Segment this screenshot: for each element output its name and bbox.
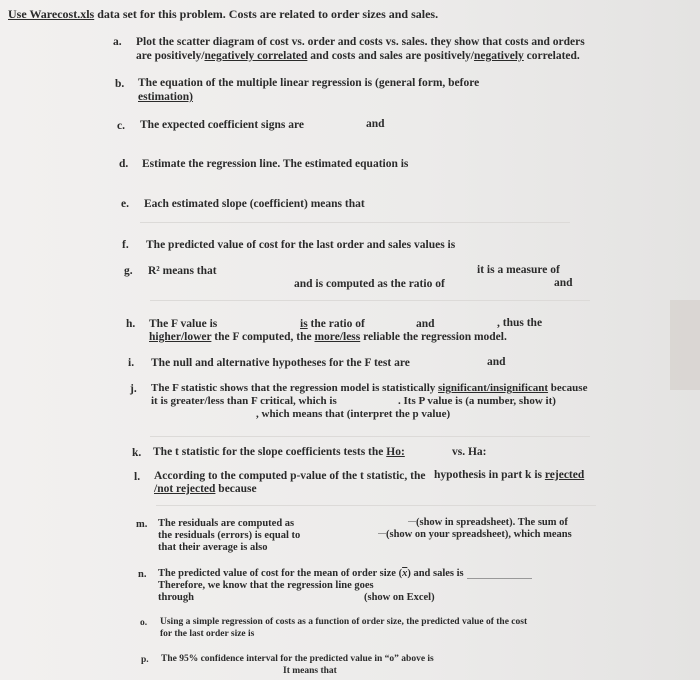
item-e-text: Each estimated slope (coefficient) means that [144, 198, 365, 210]
item-c-text: The expected coefficient signs are [140, 119, 304, 131]
item-a-line2: are positively/negatively correlated and costs and sales are positively/negatively correlated. [136, 50, 580, 62]
item-h-and: and [416, 318, 435, 330]
item-b-line2: estimation) [138, 91, 193, 103]
divider [150, 436, 590, 437]
item-d-marker: d. [119, 158, 129, 170]
item-d-text: Estimate the regression line. The estimated equation is [142, 158, 409, 170]
item-i-marker: i. [128, 357, 135, 369]
item-o-line1: Using a simple regression of costs as a function of order size, the predicted value of the cost [160, 617, 528, 627]
item-c-and: and [366, 118, 385, 130]
item-n-line3-right: (show on Excel) [364, 592, 435, 603]
item-n-marker: n. [138, 569, 147, 580]
item-m-marker: m. [136, 519, 148, 530]
item-j-line1: The F statistic shows that the regression model is statistically significant/insignificant because [151, 382, 588, 394]
item-h-thus: , thus the [497, 317, 543, 329]
divider [156, 505, 596, 506]
item-k-vs: vs. Ha: [452, 446, 487, 458]
item-n-line3: through [158, 592, 194, 603]
item-m-line2-right: (show on your spreadsheet), which means [378, 528, 572, 541]
item-n-answer-line[interactable] [467, 578, 532, 579]
item-h-pre: The F value is [149, 318, 218, 330]
item-j-marker: j. [130, 383, 137, 395]
item-h-line2: higher/lower the F computed, the more/less reliable the regression model. [149, 331, 507, 343]
item-a-marker: a. [113, 36, 122, 48]
item-m-line2: the residuals (errors) is equal to [158, 530, 301, 541]
item-m-line1: The residuals are computed as [158, 518, 295, 529]
divider [150, 300, 590, 301]
item-j-line3: , which means that (interpret the p value) [256, 408, 451, 420]
item-p-marker: p. [141, 655, 149, 665]
item-h-ratio: is the ratio of [300, 318, 365, 330]
item-l-line2: /not rejected because [154, 483, 257, 495]
item-h-marker: h. [126, 318, 136, 330]
item-e-marker: e. [121, 198, 129, 210]
item-g-and: and [554, 277, 573, 289]
item-i-and: and [487, 356, 506, 368]
item-k-text: The t statistic for the slope coefficients tests the Ho: [153, 446, 405, 458]
item-g-right: it is a measure of [477, 264, 560, 276]
item-l-line1: According to the computed p-value of the t statistic, the [154, 470, 426, 482]
header-text: data set for this problem. Costs are related to order sizes and sales. [97, 7, 439, 21]
item-b-line1: The equation of the multiple linear regression is (general form, before [138, 77, 480, 89]
item-o-line2: for the last order size is [160, 629, 255, 639]
item-j-line2: it is greater/less than F critical, which is [151, 395, 337, 407]
data-file-link[interactable]: Use Warecost.xls [8, 7, 95, 21]
item-n-line1: The predicted value of cost for the mean of order size $(\overline{x})$ and sales is [158, 568, 464, 579]
item-f-marker: f. [122, 239, 129, 251]
item-m-line3: that their average is also [158, 542, 268, 553]
header-line [8, 8, 438, 21]
shadow [670, 300, 700, 390]
item-l-line1-right: hypothesis in part k is rejected [434, 469, 585, 481]
item-p-line1: The 95% confidence interval for the predicted value in “o” above is [161, 654, 434, 664]
item-b-marker: b. [115, 78, 125, 90]
item-i-text: The null and alternative hypotheses for the F test are [151, 357, 410, 369]
item-g-marker: g. [124, 265, 133, 277]
item-l-marker: l. [134, 471, 141, 483]
divider [140, 222, 570, 223]
item-p-line2: It means that [283, 666, 337, 676]
item-o-marker: o. [140, 618, 148, 628]
item-g-text: R² means that [148, 265, 217, 277]
item-n-line2: Therefore, we know that the regression line goes [158, 580, 374, 591]
item-a-line1: Plot the scatter diagram of cost vs. order and costs vs. sales. they show that costs and orders [136, 36, 585, 48]
item-f-text: The predicted value of cost for the last order and sales values is [146, 239, 456, 251]
item-c-marker: c. [117, 120, 125, 132]
item-m-line1-right: (show in spreadsheet). The sum of [408, 516, 568, 529]
item-g-mid: and is computed as the ratio of [294, 278, 445, 290]
item-k-marker: k. [132, 447, 142, 459]
item-j-line2-right: . Its P value is (a number, show it) [398, 395, 556, 407]
